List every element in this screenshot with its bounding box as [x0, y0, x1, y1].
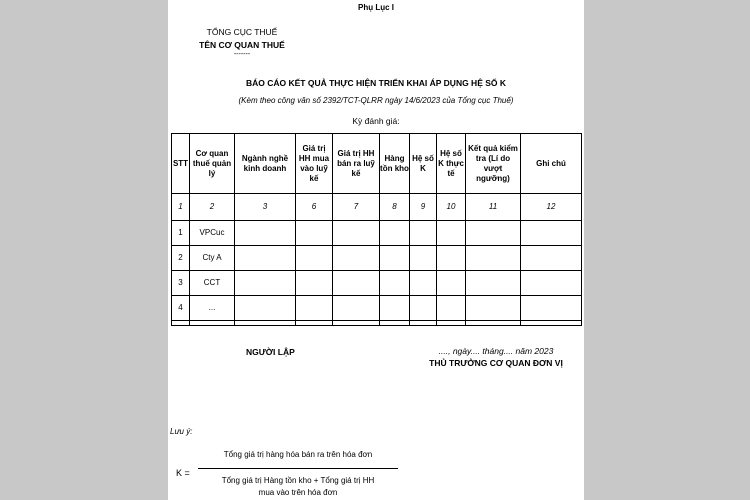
col-purchase-value: Giá trị HH mua vào luỹ kế: [296, 134, 333, 194]
table-row-empty: [172, 321, 582, 326]
col-number: 9: [410, 194, 437, 221]
col-number: 6: [296, 194, 333, 221]
formula-k-label: K =: [176, 468, 190, 478]
unit-head-label: THỦ TRƯỞNG CƠ QUAN ĐƠN VỊ: [429, 358, 563, 368]
document-page: [168, 0, 584, 500]
column-number-row: [172, 194, 582, 221]
col-inventory: Hàng tồn kho: [380, 134, 410, 194]
preparer-label: NGƯỜI LẬP: [246, 347, 295, 357]
row-agency: ...: [190, 296, 235, 321]
table-row: [172, 221, 582, 246]
org-name: TÊN CƠ QUAN THUẾ: [199, 40, 285, 50]
appendix-label: Phụ Lục I: [358, 3, 394, 12]
formula-numerator: Tổng giá trị hàng hóa bán ra trên hóa đơn: [223, 450, 373, 459]
col-number: 7: [333, 194, 380, 221]
col-agency: Cơ quan thuế quản lý: [190, 134, 235, 194]
col-stt: STT: [172, 134, 190, 194]
col-number: 1: [172, 194, 190, 221]
row-stt: 3: [172, 271, 190, 296]
col-k-actual: Hệ số K thực tế: [437, 134, 466, 194]
row-stt: 1: [172, 221, 190, 246]
report-subtitle: (Kèm theo công văn số 2392/TCT-QLRR ngày 14/6/2023 của Tổng cục Thuế): [238, 96, 514, 105]
report-title: BÁO CÁO KẾT QUẢ THỰC HIỆN TRIỂN KHAI ÁP DỤNG HỆ SỐ K: [245, 78, 507, 88]
date-line: ...., ngày.... tháng.... năm 2023: [438, 346, 554, 356]
col-result: Kết quả kiểm tra (Lí do vượt ngưỡng): [466, 134, 521, 194]
row-stt: 4: [172, 296, 190, 321]
row-agency: Cty A: [190, 246, 235, 271]
formula-denominator-line2: mua vào trên hóa đơn: [258, 488, 338, 497]
evaluation-period: Kỳ đánh giá:: [352, 116, 400, 126]
col-number: 3: [235, 194, 296, 221]
col-number: 10: [437, 194, 466, 221]
org-parent: TỔNG CỤC THUẾ: [206, 27, 278, 37]
note-label: Lưu ý:: [170, 427, 193, 436]
formula-denominator-line1: Tổng giá trị Hàng tồn kho + Tổng giá trị HH: [221, 476, 375, 485]
row-agency: VPCuc: [190, 221, 235, 246]
formula-fraction-bar: [198, 468, 398, 469]
row-agency: CCT: [190, 271, 235, 296]
table-header-row: [172, 134, 582, 194]
report-table: [171, 133, 582, 326]
table-row: [172, 246, 582, 271]
col-number: 11: [466, 194, 521, 221]
row-stt: 2: [172, 246, 190, 271]
col-k: Hệ số K: [410, 134, 437, 194]
table-row: [172, 296, 582, 321]
col-notes: Ghi chú: [521, 134, 582, 194]
org-divider: -------: [233, 51, 251, 58]
col-number: 12: [521, 194, 582, 221]
col-number: 8: [380, 194, 410, 221]
col-sales-value: Giá trị HH bán ra luỹ kế: [333, 134, 380, 194]
table-row: [172, 271, 582, 296]
col-number: 2: [190, 194, 235, 221]
col-business: Ngành nghề kinh doanh: [235, 134, 296, 194]
